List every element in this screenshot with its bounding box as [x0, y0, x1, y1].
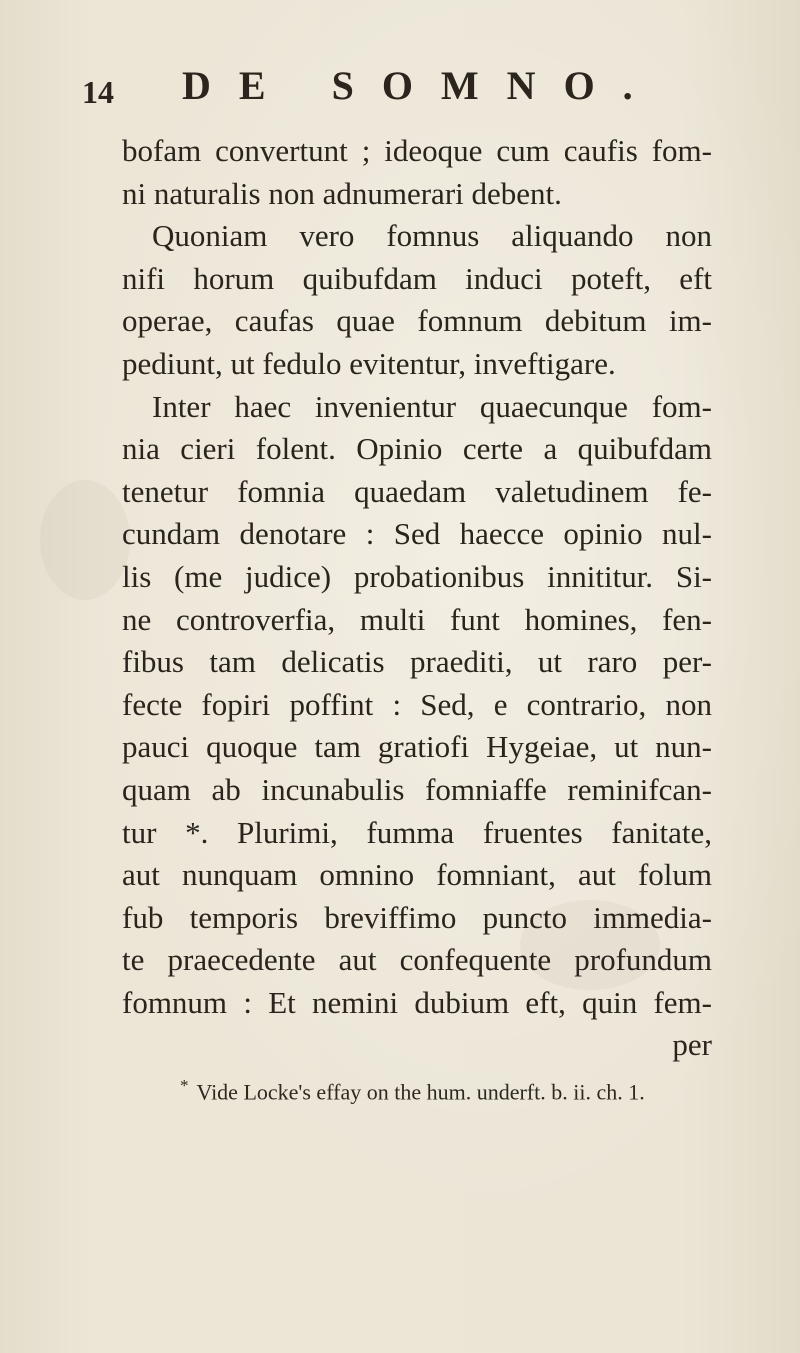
footnote-text: Vide Locke's effay on the hum. underft. b. ii. ch. 1. — [196, 1079, 645, 1105]
text-line: bofam convertunt ; ideoque cum caufis fom- — [122, 133, 712, 168]
text-line: tenetur fomnia quaedam valetudinem fe- — [122, 473, 712, 509]
text-line: lis (me judice) probationibus innititur. Si- — [122, 558, 712, 594]
text-line: ne controverfia, multi funt homines, fen- — [122, 601, 712, 637]
text-line: quam ab incunabulis fomniaffe reminifcan- — [122, 771, 712, 807]
page-number: 14 — [82, 74, 114, 110]
text-line: nifi horum quibufdam induci poteft, eft — [122, 260, 712, 296]
running-title: DE SOMNO. — [182, 63, 661, 108]
body-text — [122, 130, 712, 1067]
text-line: ni naturalis non adnumerari debent. — [122, 175, 562, 211]
text-line: fomnum : Et nemini dubium eft, quin fem- — [122, 984, 712, 1020]
text-line: operae, caufas quae fomnum debitum im- — [122, 303, 712, 339]
text-line: pauci quoque tam gratiofi Hygeiae, ut nun- — [122, 729, 712, 765]
text-line: te praecedente aut confequente profundum — [122, 942, 712, 978]
text-line: aut nunquam omnino fomniant, aut folum — [122, 857, 712, 893]
text-line: pediunt, ut fedulo evitentur, inveftigare. — [122, 345, 616, 381]
page-stain — [40, 480, 130, 600]
catchword: per — [672, 1027, 712, 1063]
footnote — [180, 1076, 700, 1105]
text-line: Quoniam vero fomnus aliquando non — [152, 218, 712, 254]
footnote-marker: * — [180, 1076, 189, 1095]
text-line: tur *. Plurimi, fumma fruentes fanitate, — [122, 814, 712, 850]
text-line: fecte fopiri poffint : Sed, e contrario, non — [122, 686, 712, 722]
text-line: Inter haec invenientur quaecunque fom- — [152, 388, 712, 424]
text-line: fub temporis breviffimo puncto immedia- — [122, 899, 712, 935]
text-line: fibus tam delicatis praediti, ut raro per- — [122, 644, 712, 680]
text-line: cundam denotare : Sed haecce opinio nul- — [122, 516, 712, 552]
running-header — [82, 62, 682, 112]
text-line: nia cieri folent. Opinio certe a quibufdam — [122, 431, 712, 467]
